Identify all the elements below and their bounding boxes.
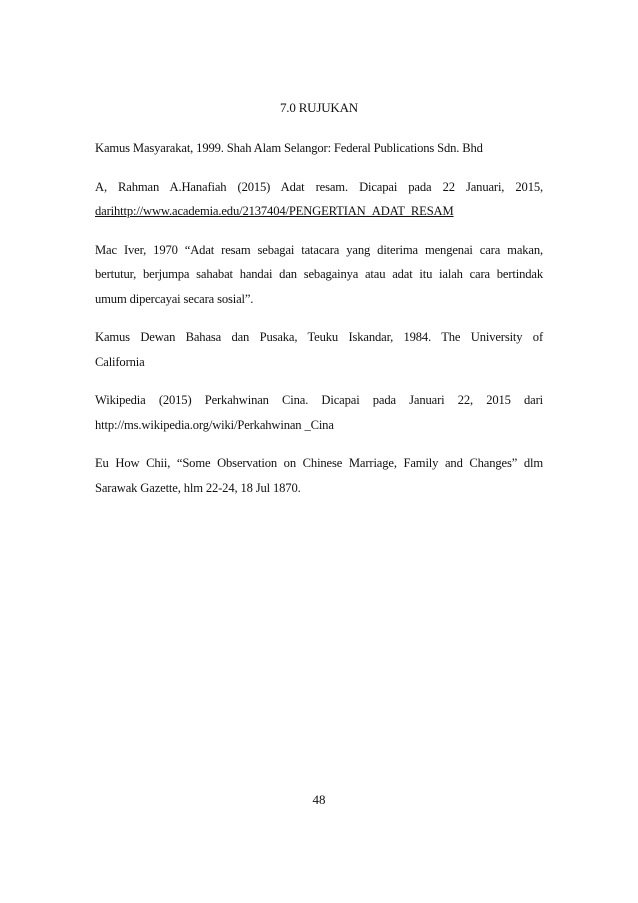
reference-line: Mac Iver, 1970 “Adat resam sebagai tatacara yang diterima mengenai cara makan, bbox=[95, 242, 543, 257]
reference-entry bbox=[95, 388, 543, 437]
reference-line: Sarawak Gazette, hlm 22-24, 18 Jul 1870. bbox=[95, 480, 301, 495]
section-heading: 7.0 RUJUKAN bbox=[280, 100, 358, 115]
reference-url-link[interactable]: darihttp://www.academia.edu/2137404/PENGERTIAN_ADAT_RESAM bbox=[95, 204, 454, 218]
reference-list bbox=[95, 136, 543, 514]
reference-line: Eu How Chii, “Some Observation on Chinese Marriage, Family and Changes” dlm bbox=[95, 456, 543, 470]
reference-line: umum dipercayai secara sosial”. bbox=[95, 291, 254, 306]
reference-line: bertutur, berjumpa sahabat handai dan sebagainya atau adat itu ialah cara bertindak bbox=[95, 267, 543, 281]
reference-entry bbox=[95, 451, 543, 500]
reference-line: California bbox=[95, 354, 145, 369]
reference-url-text: http://ms.wikipedia.org/wiki/Perkahwinan _Cina bbox=[95, 417, 334, 432]
reference-line: Kamus Masyarakat, 1999. Shah Alam Selangor: Federal Publications Sdn. Bhd bbox=[95, 141, 483, 155]
reference-entry bbox=[95, 325, 543, 374]
reference-line: Wikipedia (2015) Perkahwinan Cina. Dicapai pada Januari 22, 2015 dari bbox=[95, 393, 543, 407]
reference-entry bbox=[95, 238, 543, 312]
reference-entry bbox=[95, 136, 543, 161]
reference-entry bbox=[95, 175, 543, 224]
reference-line: A, Rahman A.Hanafiah (2015) Adat resam. Dicapai pada 22 Januari, 2015, bbox=[95, 179, 543, 194]
reference-line: Kamus Dewan Bahasa dan Pusaka, Teuku Iskandar, 1984. The University of bbox=[95, 330, 543, 344]
page-number: 48 bbox=[312, 792, 326, 807]
